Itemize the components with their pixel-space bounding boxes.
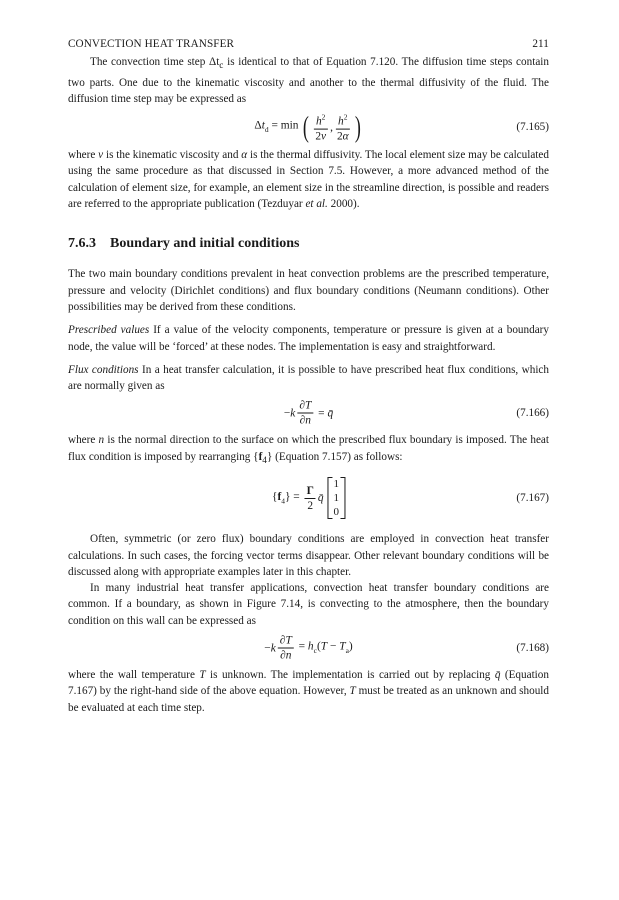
paragraph-6: where n is the normal direction to the surface on which the prescribed flux boundary is imposed. The heat flux condition is imposed by rearranging $\{f_4\}$ (Equation 7.157) as follows:	[68, 434, 549, 466]
section-heading	[68, 236, 549, 252]
section-number: 7.6.3	[68, 236, 96, 252]
section-title: Boundary and initial conditions	[110, 236, 300, 252]
paragraph-8: In many industrial heat transfer applications, convection heat transfer boundary conditions are common. If a boundary, as shown in Figure 7.14, is convecting to the atmosphere, then the boundary condition on this wall can be expressed as	[68, 582, 549, 627]
paragraph-3: The two main boundary conditions prevalent in heat convection problems are the prescribed temperature, pressure and velocity (Dirichlet conditions) and flux boundary conditions (Neumann conditions). Other possibilities may be derived from these conditions.	[68, 268, 549, 313]
equation-7-167: $\{f_4\}$ = $\frac{\Gamma}{2}$ q̄ 1 1 0 (7.167)	[271, 478, 549, 519]
paragraph-1: The convection time step $\Delta t_c$ is identical to that of Equation 7.120. The diffusion time steps contain two parts. One due to the kinematic viscosity and another to the thermal diffusivity of the fluid. The diffusion time step may be expressed as	[68, 56, 549, 105]
equation-number: (7.167)	[516, 492, 549, 505]
paragraph-7: Often, symmetric (or zero flux) boundary conditions are employed in convection heat transfer calculations. In such cases, the forcing vector terms disappear. Other relevant boundary conditions will be discussed along with appropriate examples later in this chapter.	[68, 533, 549, 578]
page-number: 211	[532, 38, 549, 50]
equation-7-168: −k $\frac{\partial T}{\partial n}$ = $h_c(T - T_a)$ (7.168)	[264, 634, 549, 662]
equation-7-166: −k $\frac{\partial T}{\partial n}$ = q̄ (7.166)	[283, 399, 549, 427]
paragraph-2: where ν is the kinematic viscosity and α is the thermal diffusivity. The local element size may be calculated using the same procedure as that discussed in Section 7.5. However, a more advanced method of the calculation of element size, for example, an element size in the streamline direction, is possible and readers are referred to the appropriate publication (Tezduyar et al. 2000).	[68, 149, 549, 211]
equation-number: (7.165)	[516, 121, 549, 134]
header-title: CONVECTION HEAT TRANSFER	[68, 38, 235, 50]
equation-number: (7.168)	[516, 642, 549, 654]
running-header	[68, 38, 549, 54]
page	[68, 38, 549, 716]
equation-7-165: $\Delta t_d = \min$ ( $\frac{h^2}{2\nu}$ , $\frac{h^2}{2\alpha}$ ) (7.165)	[254, 110, 549, 144]
equation-number: (7.166)	[516, 407, 549, 420]
paragraph-9: where the wall temperature T is unknown. The implementation is carried out by replacing q̄ (Equation 7.167) by the right-hand side of the above equation. However, T must be treated as an unknown and should be evaluated at each time step.	[68, 669, 549, 714]
paragraph-4: Prescribed values If a value of the velocity components, temperature or pressure is given at a boundary node, the value will be ‘forced’ at these nodes. The implementation is easy and straightforward.	[68, 324, 549, 353]
paragraph-5: Flux conditions In a heat transfer calculation, it is possible to have prescribed heat flux conditions, which are normally given as	[68, 363, 549, 393]
